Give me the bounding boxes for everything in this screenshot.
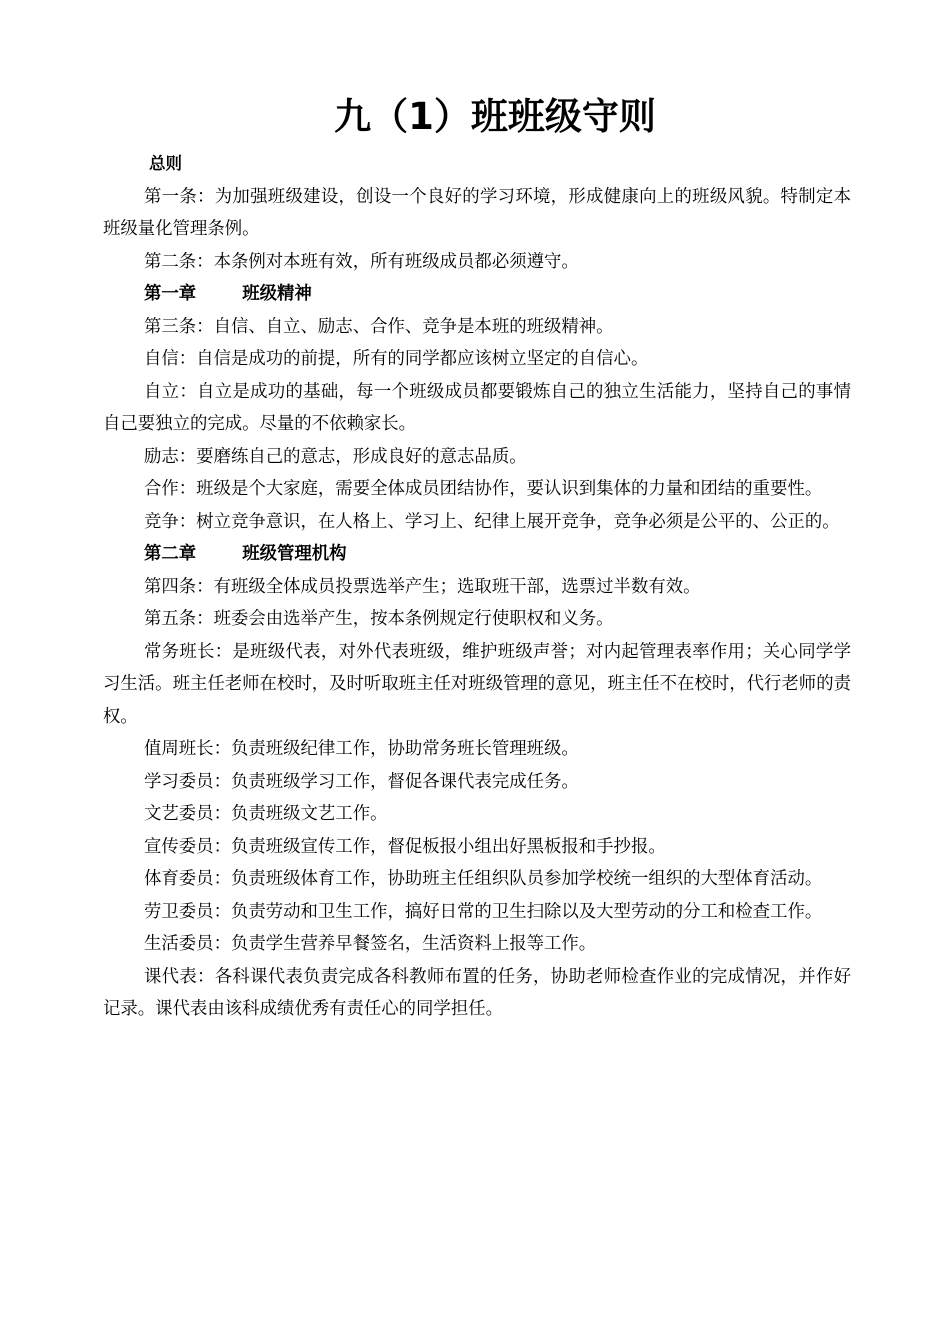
document-title: 九（1）班班级守则 — [334, 95, 656, 138]
article-paragraph: 自立：自立是成功的基础，每一个班级成员都要锻炼自己的独立生活能力，坚持自己的事情自己要独立的完成。尽量的不依赖家长。 — [103, 381, 851, 434]
article-paragraph: 课代表：各科课代表负责完成各科教师布置的任务，协助老师检查作业的完成情况，并作好记录。课代表由该科成绩优秀有责任心的同学担任。 — [103, 966, 851, 1019]
article-paragraph: 第五条：班委会由选举产生，按本条例规定行使职权和义务。 — [144, 609, 614, 629]
article-paragraph: 合作：班级是个大家庭，需要全体成员团结协作，要认识到集体的力量和团结的重要性。 — [144, 479, 823, 499]
article-paragraph: 学习委员：负责班级学习工作，督促各课代表完成任务。 — [144, 771, 579, 792]
document-body — [103, 148, 851, 1026]
article-paragraph: 第三条：自信、自立、励志、合作、竞争是本班的班级精神。 — [144, 316, 614, 337]
article-paragraph: 第二条：本条例对本班有效，所有班级成员都必须遵守。 — [144, 251, 579, 272]
article-paragraph: 值周班长：负责班级纪律工作，协助常务班长管理班级。 — [144, 739, 579, 759]
article-paragraph: 自信：自信是成功的前提，所有的同学都应该树立坚定的自信心。 — [144, 349, 649, 369]
chapter-heading — [103, 278, 851, 311]
article-paragraph: 文艺委员：负责班级文艺工作。 — [144, 804, 388, 824]
chapter-number: 第一章 — [144, 284, 197, 304]
article-paragraph: 劳卫委员：负责劳动和卫生工作，搞好日常的卫生扫除以及大型劳动的分工和检查工作。 — [144, 901, 823, 922]
article-paragraph: 第一条：为加强班级建设，创设一个良好的学习环境，形成健康向上的班级风貌。特制定本班级量化管理条例。 — [103, 186, 851, 239]
article-paragraph: 竞争：树立竞争意识，在人格上、学习上、纪律上展开竞争，竞争必须是公平的、公正的。 — [144, 511, 840, 532]
article-paragraph: 宣传委员：负责班级宣传工作，督促板报小组出好黑板报和手抄报。 — [144, 836, 666, 857]
article-paragraph: 生活委员：负责学生营养早餐签名，生活资料上报等工作。 — [144, 934, 597, 954]
chapter-heading — [103, 538, 851, 571]
general-heading: 总则 — [149, 154, 182, 173]
article-paragraph: 励志：要磨练自己的意志，形成良好的意志品质。 — [144, 446, 527, 467]
chapter-number: 第二章 — [144, 544, 197, 564]
article-paragraph: 常务班长：是班级代表，对外代表班级，维护班级声誉；对内起管理表率作用；关心同学学习生活。班主任老师在校时，及时听取班主任对班级管理的意见，班主任不在校时，代行老师的责权。 — [103, 641, 851, 727]
chapter-name: 班级管理机构 — [242, 544, 347, 564]
article-paragraph: 第四条：有班级全体成员投票选举产生；选取班干部，选票过半数有效。 — [144, 576, 701, 597]
chapter-name: 班级精神 — [242, 284, 312, 304]
article-paragraph: 体育委员：负责班级体育工作，协助班主任组织队员参加学校统一组织的大型体育活动。 — [144, 869, 823, 889]
